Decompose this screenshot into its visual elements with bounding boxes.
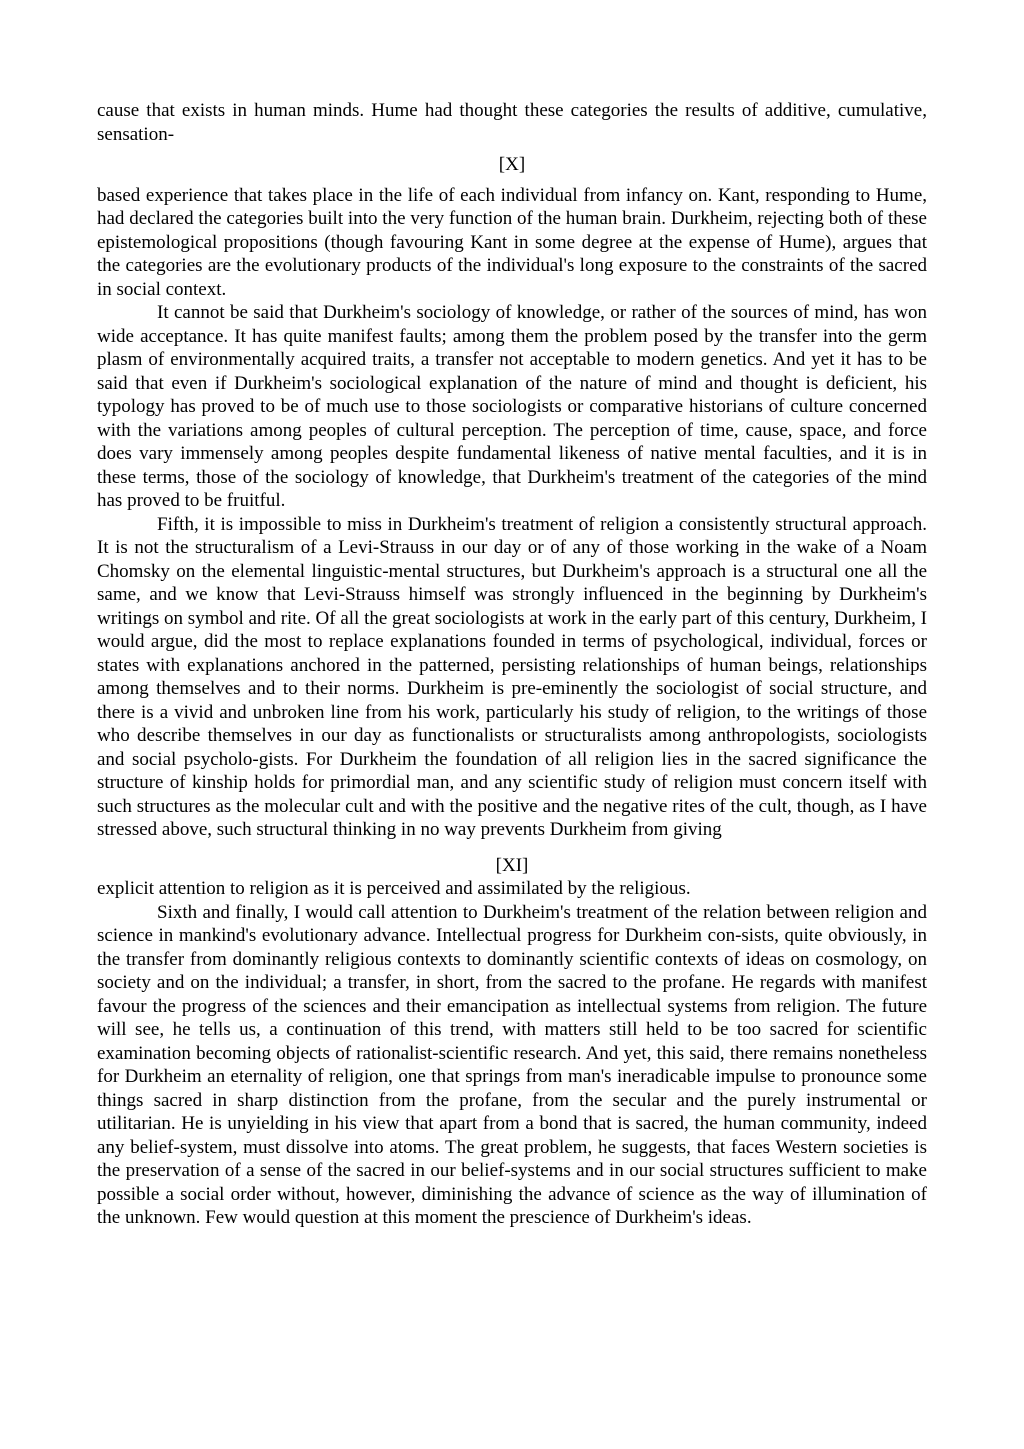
paragraph-sociology-of-knowledge: It cannot be said that Durkheim's sociology of knowledge, or rather of the sources of mind, has won wide acceptance. It has quite manifest faults; among them the problem posed by the transfer into the germ plasm of environmentally acquired traits, a transfer not acceptable to modern genetics. And yet it has to be said that even if Durkheim's sociological explanation of the nature of mind and thought is deficient, his typology has proved to be of much use to those sociologists or comparative historians of culture concerned with the variations among peoples of cultural perception. The perception of time, cause, space, and force does vary immensely among peoples despite fundamental likeness of native mental faculties, and it is in these terms, those of the sociology of knowledge, that Durkheim's treatment of the categories of the mind has proved to be fruitful. — [97, 302, 927, 511]
page-marker: [X] — [498, 154, 526, 175]
paragraph-continuation: based experience that takes place in the life of each individual from infancy on. Kant, responding to Hume, had declared the categories built into the very function of the human brain. Durkheim, rejecting both of these epistemological propositions (though favouring Kant in some degree at the expense of Hume), argues that the categories are the evolutionary products of the individual's long exposure to the constraints of the sacred in social context. — [97, 184, 927, 300]
paragraph-continuation: explicit attention to religion as it is perceived and assimilated by the religious. — [97, 878, 691, 899]
paragraph-continuation: cause that exists in human minds. Hume had thought these categories the results of additive, cumulative, sensation- — [97, 100, 927, 145]
paragraph-sixth-religion-science: Sixth and finally, I would call attention to Durkheim's treatment of the relation between religion and science in mankind's evolutionary advance. Intellectual progress for Durkheim con-sists, quite obviously, in the transfer from dominantly religious contexts to dominantly scientific contexts of ideas on cosmology, on society and on the individual; a transfer, in short, from the sacred to the profane. He regards with manifest favour the progress of the sciences and their emancipation as intellectual systems from religion. The future will see, he tells us, a continuation of this trend, with matters still held to be too sacred for scientific examination becoming objects of rationalist-scientific research. And yet, this said, there remains nonetheless for Durkheim an eternality of religion, one that springs from man's ineradicable impulse to pronounce some things sacred in sharp distinction from the profane, from the secular and the purely instrumental or utilitarian. He is unyielding in his view that apart from a bond that is sacred, the human community, indeed any belief-system, must dissolve into atoms. The great problem, he suggests, that faces Western societies is the preservation of a sense of the sacred in our belief-systems and in our social structures sufficient to make possible a social order without, however, diminishing the advance of science as the way of illumination of the unknown. Few would question at this moment the prescience of Durkheim's ideas. — [97, 901, 927, 1228]
page-marker: [XI] — [495, 854, 529, 876]
paragraph-fifth-structural: Fifth, it is impossible to miss in Durkheim's treatment of religion a consistently structural approach. It is not the structuralism of a Levi-Strauss in our day or of any of those working in the wake of a Noam Chomsky on the elemental linguistic-mental structures, but Durkheim's approach is a structural one all the same, and we know that Levi-Strauss himself was strongly influenced in the beginning by Durkheim's writings on symbol and rite. Of all the great sociologists at work in the early part of this century, Durkheim, I would argue, did the most to replace explanations founded in terms of psychological, individual, forces or states with explanations anchored in the patterned, persisting relationships of human beings, relationships among themselves and to their norms. Durkheim is pre-eminently the sociologist of social structure, and there is a vivid and unbroken line from his work, particularly his study of religion, to the writings of those who describe themselves in our day as functionalists or structuralists among anthropologists, sociologists and social psycholo-gists. For Durkheim the foundation of all religion lies in the sacred significance the structure of kinship holds for primordial man, and any scientific study of religion must concern itself with such structures as the molecular cult and with the positive and the negative rites of the cult, though, as I have stressed above, such structural thinking in no way prevents Durkheim from giving — [97, 513, 927, 840]
